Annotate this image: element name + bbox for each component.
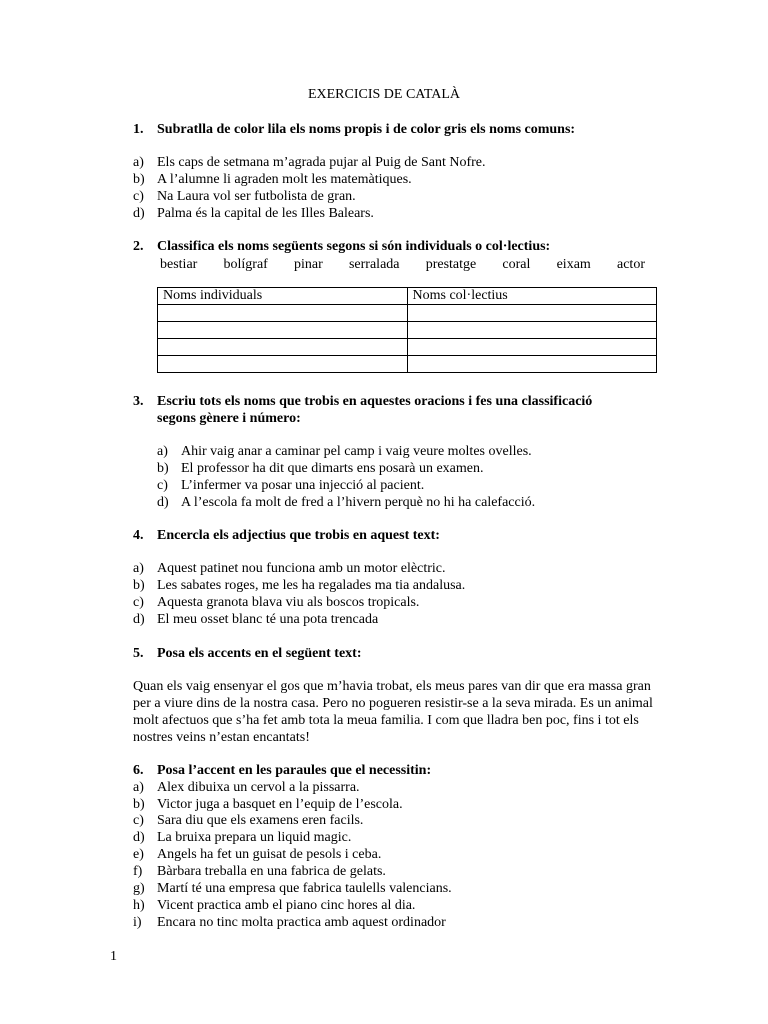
word: pinar (294, 257, 323, 272)
table-cell[interactable] (407, 339, 657, 356)
question-text: Encercla els adjectius que trobis en aquest text: (157, 528, 440, 543)
question-text: Posa l’accent en les paraules que el necessitin: (157, 763, 432, 778)
question-number: 4. (133, 528, 144, 543)
question-number: 3. (133, 394, 144, 409)
word: bolígraf (223, 257, 268, 272)
question-text: Posa els accents en el següent text: (157, 646, 362, 661)
table-row (158, 322, 657, 339)
table-row (158, 305, 657, 322)
word: bestiar (160, 257, 198, 272)
question-number: 2. (133, 239, 144, 254)
table-row (158, 356, 657, 373)
question-number: 6. (133, 763, 144, 778)
word: actor (617, 257, 645, 272)
table-header-row (158, 288, 657, 305)
table-header: Noms individuals (158, 288, 408, 305)
table-cell[interactable] (158, 356, 408, 373)
table-cell[interactable] (407, 322, 657, 339)
classification-table (157, 287, 657, 373)
question-text: Subratlla de color lila els noms propis i de color gris els noms comuns: (157, 122, 576, 137)
word-list (160, 256, 645, 273)
page-title: EXERCICIS DE CATALÀ (307, 87, 461, 102)
question-text: Classifica els noms següents segons si són individuals o col·lectius: (157, 239, 551, 254)
word: eixam (556, 257, 591, 272)
question-text: Escriu tots els noms que trobis en aquestes oracions i fes una classificació (157, 394, 593, 409)
word: prestatge (425, 257, 477, 272)
question-3-heading-cont: segons gènere i número: (157, 411, 301, 426)
exercise-paragraph: Quan els vaig ensenyar el gos que m’havia trobat, els meus pares van dir que era massa gran per a viure dins de la nostra casa. Pero no pogueren resistir-se a la seva mirada. Es un animal molt afectuos que s’ha fet amb tota la meua familia. I com que lladra ben poc, fins i tot els nostres veins n’estan encantats! (133, 679, 653, 745)
table-cell[interactable] (158, 339, 408, 356)
table-cell[interactable] (158, 305, 408, 322)
table-row (158, 339, 657, 356)
table-cell[interactable] (407, 356, 657, 373)
table-cell[interactable] (407, 305, 657, 322)
page-number: 1 (110, 949, 117, 964)
table-cell[interactable] (158, 322, 408, 339)
table-header: Noms col·lectius (407, 288, 657, 305)
question-number: 1. (133, 122, 144, 137)
word: coral (502, 257, 531, 272)
question-number: 5. (133, 646, 144, 661)
word: serralada (348, 257, 400, 272)
